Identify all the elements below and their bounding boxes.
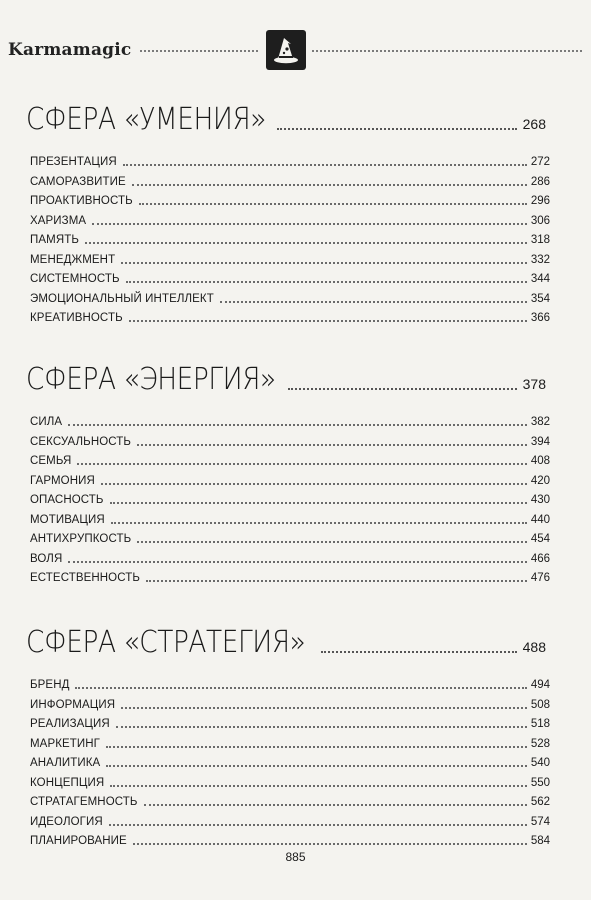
entry-label: КОНЦЕПЦИЯ (30, 776, 105, 789)
toc-entry[interactable] (30, 566, 550, 584)
section-page-number: 268 (522, 116, 546, 132)
toc-entry[interactable] (30, 410, 550, 428)
section-page-number: 378 (522, 376, 546, 392)
dot-leader (110, 502, 527, 504)
entry-page-number: 318 (530, 234, 550, 246)
section-title: СФЕРА «ЭНЕРГИЯ» (26, 362, 276, 397)
dot-leader (116, 726, 527, 728)
entry-label: ПРОАКТИВНОСТЬ (30, 195, 133, 207)
entry-page-number: 332 (530, 253, 550, 266)
entry-page-number: 366 (530, 312, 550, 324)
toc-entry[interactable] (30, 712, 550, 730)
section-page-number: 488 (522, 639, 546, 655)
entry-label: САМОРАЗВИТИЕ (30, 175, 126, 188)
toc-entry[interactable] (30, 771, 550, 789)
dot-leader (106, 765, 527, 767)
entry-page-number: 584 (530, 835, 550, 847)
dot-leader (146, 580, 527, 582)
toc-entry[interactable] (30, 170, 550, 188)
dot-leader (111, 522, 527, 524)
entry-page-number: 382 (530, 416, 550, 428)
section-title: СФЕРА «УМЕНИЯ» (26, 102, 267, 137)
entry-label: ОПАСНОСТЬ (30, 494, 104, 506)
entry-label: СТРАТАГЕМНОСТЬ (30, 796, 138, 808)
entry-label: КРЕАТИВНОСТЬ (30, 312, 123, 324)
dot-leader (85, 242, 527, 244)
dot-leader (68, 424, 527, 426)
toc-entry[interactable] (30, 469, 550, 487)
entry-label: СИСТЕМНОСТЬ (30, 273, 120, 285)
page-header (0, 0, 591, 80)
entry-page-number: 550 (530, 776, 550, 789)
entry-page-number: 306 (530, 214, 550, 227)
dot-leader (137, 541, 527, 543)
entry-label: ВОЛЯ (30, 552, 63, 565)
dot-leader (68, 561, 526, 563)
entry-label: ПРЕЗЕНТАЦИЯ (30, 156, 117, 168)
entry-page-number: 466 (530, 552, 550, 565)
entry-page-number: 420 (530, 474, 550, 487)
brand-name: Karmamagic (8, 40, 132, 60)
entry-label: БРЕНД (30, 679, 70, 691)
toc-entry[interactable] (30, 306, 550, 324)
toc-entry[interactable] (30, 189, 550, 207)
entry-page-number: 272 (530, 156, 550, 168)
entry-label: ЭМОЦИОНАЛЬНЫЙ ИНТЕЛЛЕКТ (30, 292, 214, 305)
toc-entry[interactable] (30, 508, 550, 526)
entry-page-number: 562 (530, 796, 550, 808)
entry-page-number: 286 (530, 175, 550, 188)
toc-entry[interactable] (30, 209, 550, 227)
entry-label: ЕСТЕСТВЕННОСТЬ (30, 572, 141, 584)
entry-label: СИЛА (30, 416, 63, 428)
entry-page-number: 354 (530, 292, 550, 305)
dot-leader (133, 843, 527, 845)
entry-label: ГАРМОНИЯ (30, 474, 95, 487)
entry-label: ИДЕОЛОГИЯ (30, 815, 103, 828)
dot-leader (121, 262, 527, 264)
entry-page-number: 408 (530, 455, 550, 467)
dot-leader (92, 223, 527, 225)
entry-label: АНТИХРУПКОСТЬ (30, 533, 132, 545)
entry-page-number: 528 (530, 737, 550, 750)
section-heading (26, 618, 546, 658)
page-number: 885 (285, 850, 306, 864)
dot-leader (77, 463, 526, 465)
dot-leader (139, 203, 527, 205)
entry-label: ИНФОРМАЦИЯ (30, 698, 116, 711)
toc-entry[interactable] (30, 488, 550, 506)
entry-label: МОТИВАЦИЯ (30, 513, 105, 526)
dot-leader (144, 804, 527, 806)
dot-leader (123, 164, 527, 166)
toc-entry[interactable] (30, 693, 550, 711)
dot-leader (75, 687, 526, 689)
entry-page-number: 296 (530, 195, 550, 207)
entry-page-number: 540 (530, 757, 550, 769)
entry-label: ПЛАНИРОВАНИЕ (30, 835, 127, 847)
dot-leader (101, 483, 527, 485)
dot-leader (220, 301, 527, 303)
section-heading (26, 95, 546, 135)
entry-label: ХАРИЗМА (30, 214, 87, 227)
entry-label: МАРКЕТИНГ (30, 737, 101, 750)
entry-page-number: 440 (530, 513, 550, 526)
header-rule-left (140, 50, 258, 52)
entry-page-number: 476 (530, 572, 550, 584)
entry-page-number: 394 (530, 435, 550, 448)
entry-page-number: 344 (530, 273, 550, 285)
dot-leader (132, 184, 527, 186)
entry-label: РЕАЛИЗАЦИЯ (30, 718, 110, 730)
dot-leader (121, 707, 527, 709)
toc-entry[interactable] (30, 790, 550, 808)
entry-label: СЕКСУАЛЬНОСТЬ (30, 435, 132, 448)
dot-leader (110, 785, 527, 787)
toc-entry[interactable] (30, 150, 550, 168)
toc-entry[interactable] (30, 248, 550, 266)
toc-entry[interactable] (30, 751, 550, 769)
entry-page-number: 494 (530, 679, 550, 691)
section-heading (26, 355, 546, 395)
header-rule-right (312, 50, 582, 52)
entry-label: МЕНЕДЖМЕНТ (30, 253, 116, 266)
toc-entry[interactable] (30, 267, 550, 285)
dot-leader (126, 281, 527, 283)
dot-leader (277, 128, 517, 130)
entry-page-number: 454 (530, 533, 550, 545)
entry-page-number: 518 (530, 718, 550, 730)
section-title: СФЕРА «СТРАТЕГИЯ» (26, 625, 306, 660)
entry-page-number: 508 (530, 698, 550, 711)
entry-page-number: 430 (530, 494, 550, 506)
toc-entry[interactable] (30, 829, 550, 847)
toc-entry[interactable] (30, 287, 550, 305)
toc-entry[interactable] (30, 732, 550, 750)
entry-page-number: 574 (530, 815, 550, 828)
toc-entry[interactable] (30, 547, 550, 565)
wizard-hat-icon (266, 30, 306, 70)
toc-entry[interactable] (30, 449, 550, 467)
toc-entry[interactable] (30, 810, 550, 828)
dot-leader (288, 388, 517, 390)
entry-label: СЕМЬЯ (30, 455, 72, 467)
toc-entry[interactable] (30, 673, 550, 691)
toc-entry[interactable] (30, 228, 550, 246)
toc-entry[interactable] (30, 527, 550, 545)
dot-leader (321, 651, 516, 653)
dot-leader (137, 444, 527, 446)
entry-label: ПАМЯТЬ (30, 234, 79, 246)
toc-entry[interactable] (30, 430, 550, 448)
dot-leader (129, 320, 527, 322)
dot-leader (109, 824, 527, 826)
dot-leader (106, 746, 527, 748)
entry-label: АНАЛИТИКА (30, 757, 101, 769)
